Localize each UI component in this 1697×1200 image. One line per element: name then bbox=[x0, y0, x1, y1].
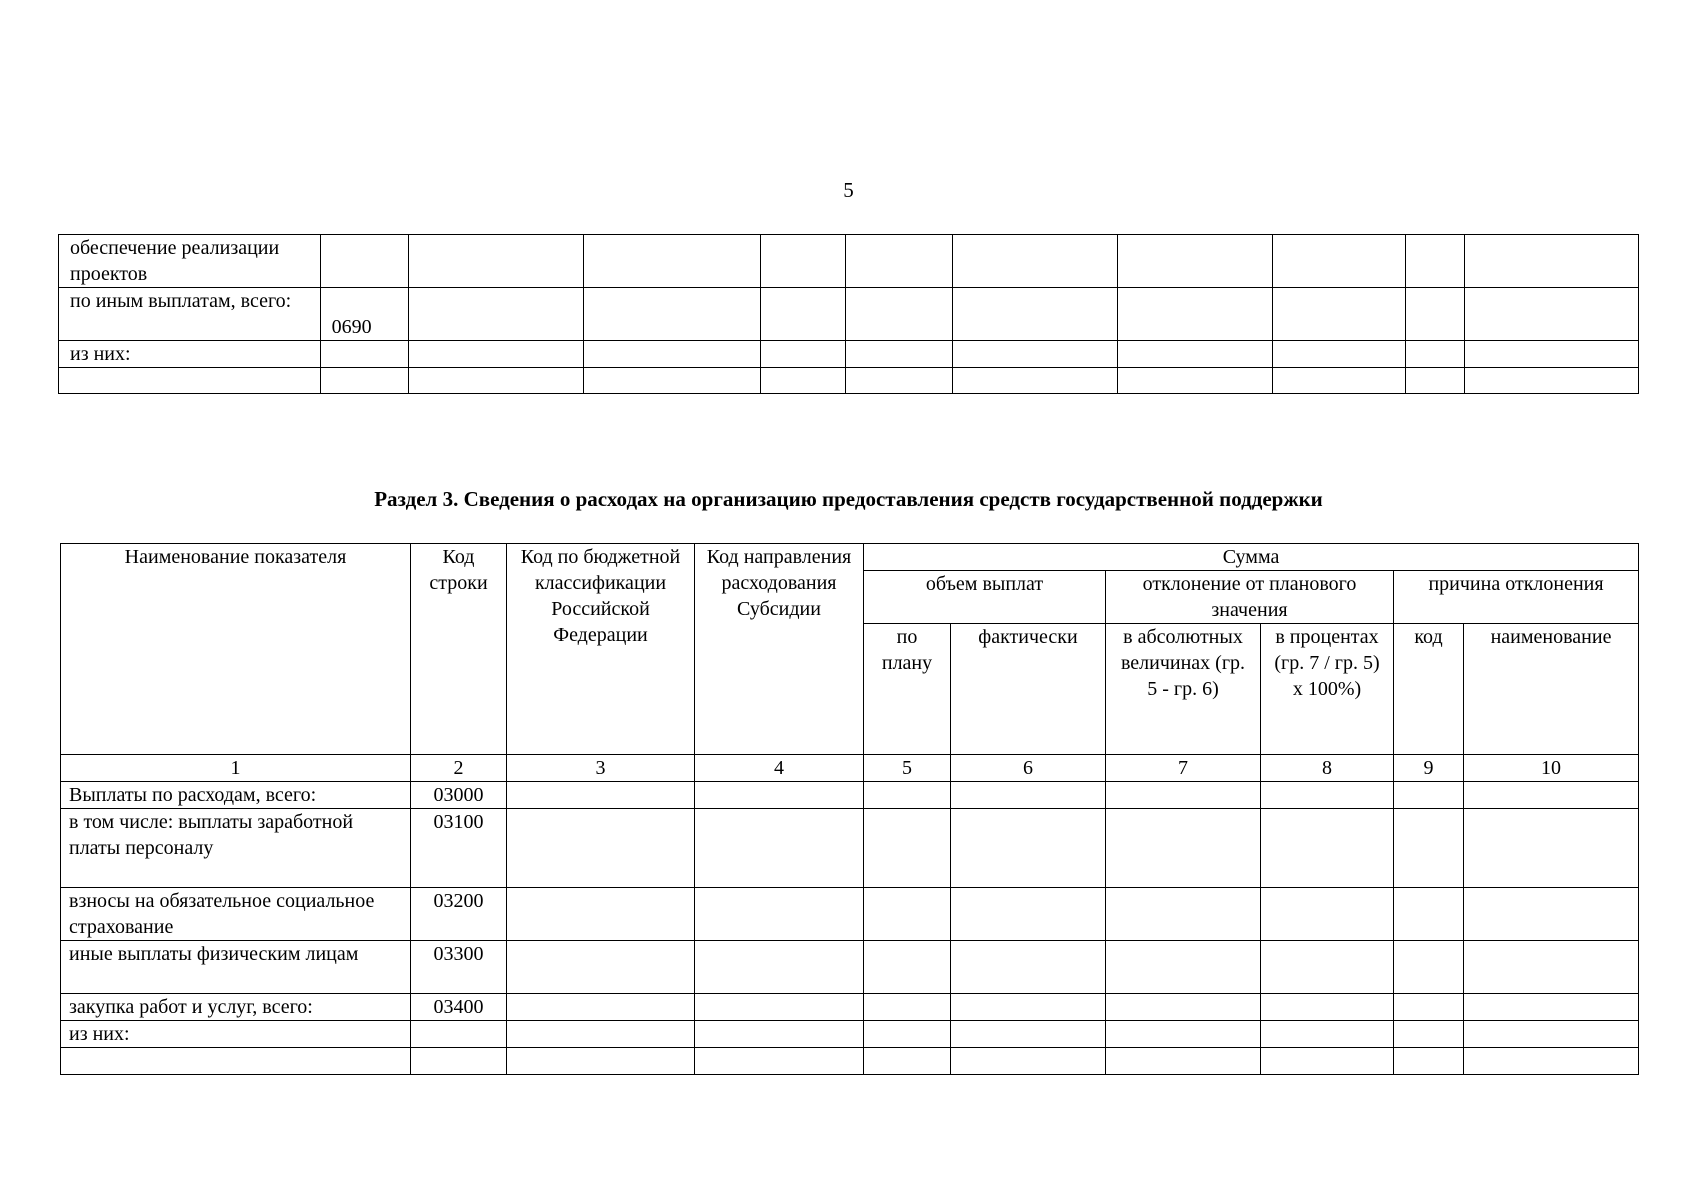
row-code: 03400 bbox=[411, 994, 507, 1021]
page-number: 5 bbox=[843, 178, 854, 202]
column-number: 1 bbox=[61, 755, 411, 782]
row-name bbox=[61, 1048, 411, 1075]
row-code: 03000 bbox=[411, 782, 507, 809]
header-direction-code: Код направления расходования Субсидии bbox=[695, 544, 864, 755]
row-code bbox=[320, 235, 408, 288]
row-code bbox=[320, 341, 408, 368]
expenses-table bbox=[60, 543, 1639, 1075]
continuation-table bbox=[58, 234, 1639, 394]
row-name: в том числе: выплаты заработной платы персоналу bbox=[61, 809, 411, 888]
section-title: Раздел 3. Сведения о расходах на организацию предоставления средств государственной поддержки bbox=[374, 487, 1323, 511]
table-row bbox=[61, 782, 1639, 809]
row-code: 03300 bbox=[411, 941, 507, 994]
row-code: 0690 bbox=[320, 288, 408, 341]
header-absolute: в абсолютных величинах (гр. 5 - гр. 6) bbox=[1106, 624, 1261, 755]
table-row bbox=[59, 235, 1639, 288]
header-row-code: Код строки bbox=[411, 544, 507, 755]
header-actual: фактически bbox=[951, 624, 1106, 755]
header-reason-code: код bbox=[1394, 624, 1464, 755]
row-name: иные выплаты физическим лицам bbox=[61, 941, 411, 994]
table-row bbox=[61, 1048, 1639, 1075]
table-row bbox=[61, 888, 1639, 941]
table-row bbox=[59, 288, 1639, 341]
header-payments-volume: объем выплат bbox=[864, 571, 1106, 624]
row-code bbox=[411, 1048, 507, 1075]
row-name bbox=[59, 368, 321, 394]
column-number: 10 bbox=[1464, 755, 1639, 782]
table-row bbox=[59, 368, 1639, 394]
header-budget-code: Код по бюджетной классификации Российской Федерации bbox=[507, 544, 695, 755]
header-name: Наименование показателя bbox=[61, 544, 411, 755]
table-row bbox=[59, 341, 1639, 368]
row-name: Выплаты по расходам, всего: bbox=[61, 782, 411, 809]
row-name: обеспечение реализации проектов bbox=[59, 235, 321, 288]
column-number: 4 bbox=[695, 755, 864, 782]
column-number: 2 bbox=[411, 755, 507, 782]
column-number: 8 bbox=[1261, 755, 1394, 782]
row-name: из них: bbox=[61, 1021, 411, 1048]
column-number: 9 bbox=[1394, 755, 1464, 782]
header-reason-name: наименование bbox=[1464, 624, 1639, 755]
row-name: закупка работ и услуг, всего: bbox=[61, 994, 411, 1021]
table-row bbox=[61, 809, 1639, 888]
column-number: 3 bbox=[507, 755, 695, 782]
row-name: из них: bbox=[59, 341, 321, 368]
column-numbers-row bbox=[61, 755, 1639, 782]
row-code: 03100 bbox=[411, 809, 507, 888]
row-code bbox=[320, 368, 408, 394]
header-percent: в процентах (гр. 7 / гр. 5) x 100%) bbox=[1261, 624, 1394, 755]
table-row bbox=[61, 1021, 1639, 1048]
column-number: 6 bbox=[951, 755, 1106, 782]
header-sum: Сумма bbox=[864, 544, 1639, 571]
row-name: по иным выплатам, всего: bbox=[59, 288, 321, 341]
header-reason: причина отклонения bbox=[1394, 571, 1639, 624]
row-code bbox=[411, 1021, 507, 1048]
header-deviation: отклонение от планового значения bbox=[1106, 571, 1394, 624]
column-number: 7 bbox=[1106, 755, 1261, 782]
table-row bbox=[61, 941, 1639, 994]
header-plan: по плану bbox=[864, 624, 951, 755]
table-row bbox=[61, 994, 1639, 1021]
column-number: 5 bbox=[864, 755, 951, 782]
row-code: 03200 bbox=[411, 888, 507, 941]
row-name: взносы на обязательное социальное страхование bbox=[61, 888, 411, 941]
